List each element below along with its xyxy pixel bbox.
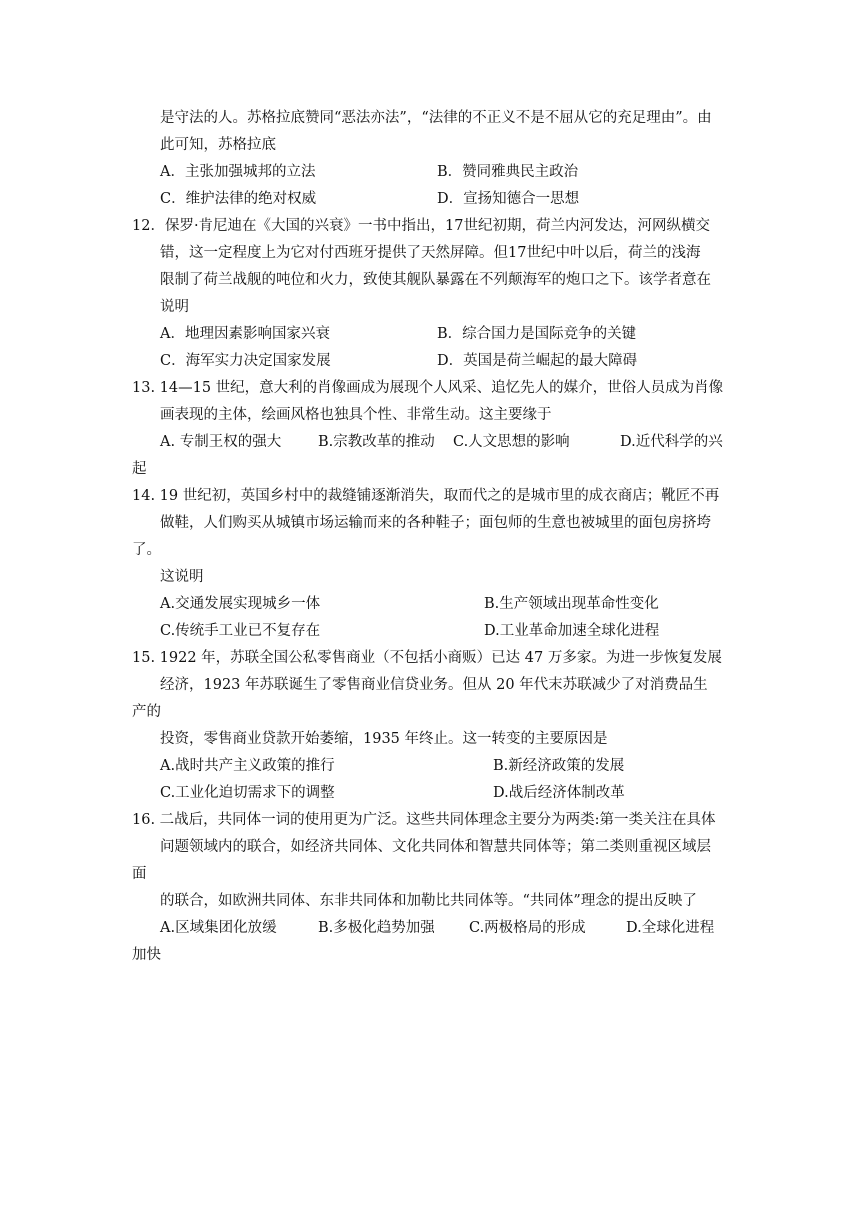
q11-option-d: D．宣扬知德合一思想	[437, 191, 580, 207]
q16-option-c: C.两极格局的形成	[469, 920, 586, 936]
q15-option-a: A.战时共产主义政策的推行	[160, 758, 335, 774]
q11-option-b: B．赞同雅典民主政治	[437, 164, 579, 180]
q14-stem-line-3: 了。	[132, 542, 161, 558]
q15-stem-line-2: 经济，1923 年苏联诞生了零售商业信贷业务。但从 20 年代末苏联减少了对消费品生	[160, 677, 708, 693]
q16-stem-line-4: 的联合，如欧洲共同体、东非共同体和加勒比共同体等。“共同体”理念的提出反映了	[160, 893, 697, 909]
q15-stem-line-1: 15. 1922 年，苏联全国公私零售商业（不包括小商贩）已达 47 万多家。为进一步恢复发展	[132, 650, 722, 666]
q16-option-d: D.全球化进程	[626, 920, 715, 936]
q15-option-d: D.战后经济体制改革	[493, 785, 625, 801]
q11-option-a: A．主张加强城邦的立法	[160, 164, 316, 180]
q13-option-c: C.人文思想的影响	[453, 434, 570, 450]
q16-option-a: A.区域集团化放缓	[160, 920, 277, 936]
q13-option-b: B.宗教改革的推动	[318, 434, 435, 450]
q14-option-c: C.传统手工业已不复存在	[160, 623, 321, 639]
q13-option-d-wrap: 起	[132, 461, 147, 477]
q13-stem-line-2: 画表现的主体，绘画风格也独具个性、非常生动。这主要缘于	[160, 407, 552, 423]
q13-option-a: A. 专制王权的强大	[160, 434, 282, 450]
q15-option-b: B.新经济政策的发展	[493, 758, 625, 774]
q15-stem-line-4: 投资，零售商业贷款开始萎缩，1935 年终止。这一转变的主要原因是	[160, 731, 608, 747]
q11-stem-line-2: 此可知，苏格拉底	[160, 137, 276, 153]
q15-option-c: C.工业化迫切需求下的调整	[160, 785, 335, 801]
q14-stem-line-1: 14. 19 世纪初，英国乡村中的裁缝铺逐渐消失，取而代之的是城市里的成衣商店；靴匠不再	[132, 488, 720, 504]
q11-stem-line-1: 是守法的人。苏格拉底赞同“恶法亦法”，“法律的不正义不是不屈从它的充足理由”。由	[160, 110, 712, 126]
q16-stem-line-1: 16. 二战后，共同体一词的使用更为广泛。这些共同体理念主要分为两类:第一类关注在具体	[132, 812, 716, 828]
q14-option-b: B.生产领域出现革命性变化	[484, 596, 659, 612]
q12-stem-line-2: 错，这一定程度上为它对付西班牙提供了天然屏障。但17世纪中叶以后，荷兰的浅海	[160, 245, 701, 261]
q16-stem-line-2: 问题领域内的联合，如经济共同体、文化共同体和智慧共同体等；第二类则重视区域层	[160, 839, 711, 855]
q14-option-a: A.交通发展实现城乡一体	[160, 596, 321, 612]
q16-option-d-wrap: 加快	[132, 947, 161, 963]
q11-option-c: C．维护法律的绝对权威	[160, 191, 317, 207]
q12-option-b: B．综合国力是国际竞争的关键	[437, 326, 637, 342]
q15-stem-line-3: 产的	[132, 704, 161, 720]
q14-stem-line-4: 这说明	[160, 569, 204, 585]
q13-option-d: D.近代科学的兴	[620, 434, 723, 450]
q12-option-c: C．海军实力决定国家发展	[160, 353, 331, 369]
q13-stem-line-1: 13. 14—15 世纪，意大利的肖像画成为展现个人风采、追忆先人的媒介，世俗人员成为肖像	[132, 380, 724, 396]
q12-stem-line-4: 说明	[160, 299, 189, 315]
q12-option-a: A．地理因素影响国家兴衰	[160, 326, 330, 342]
q14-stem-line-2: 做鞋，人们购买从城镇市场运输而来的各种鞋子；面包师的生意也被城里的面包房挤垮	[160, 515, 711, 531]
q12-stem-line-3: 限制了荷兰战舰的吨位和火力，致使其舰队暴露在不列颠海军的炮口之下。该学者意在	[160, 272, 711, 288]
q12-stem-line-1: 12．保罗·肯尼迪在《大国的兴衰》一书中指出，17世纪初期，荷兰内河发达，河网纵横交	[132, 218, 711, 234]
q12-option-d: D．英国是荷兰崛起的最大障碍	[437, 353, 638, 369]
q16-option-b: B.多极化趋势加强	[318, 920, 435, 936]
q16-stem-line-3: 面	[132, 866, 147, 882]
q14-option-d: D.工业革命加速全球化进程	[484, 623, 660, 639]
